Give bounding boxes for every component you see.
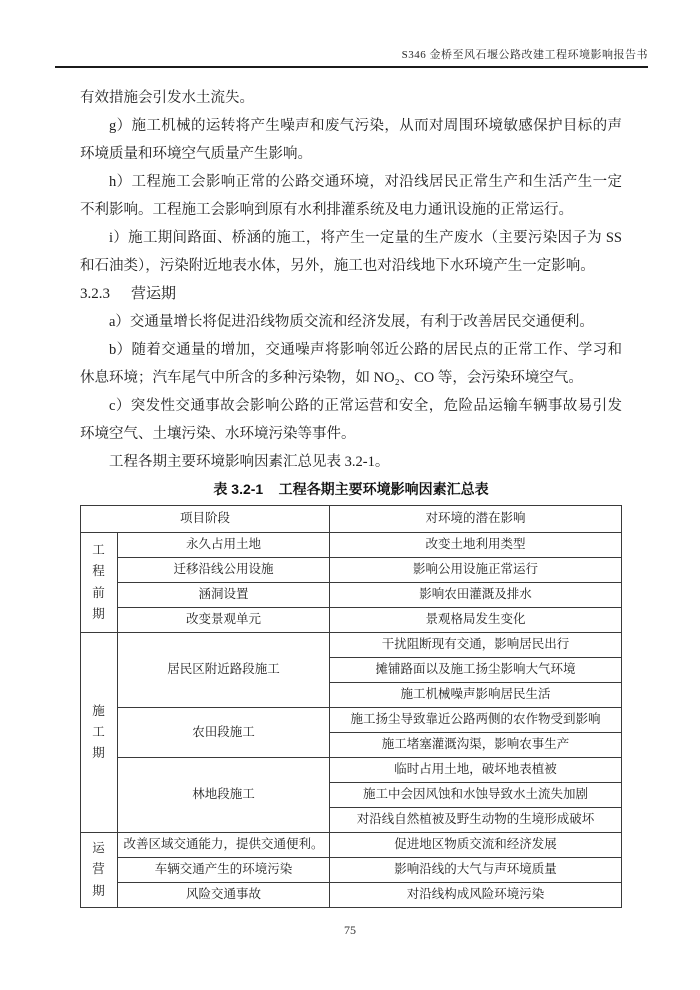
- column-header-potential-impact: 对环境的潜在影响: [330, 506, 622, 533]
- activity-cell: 涵洞设置: [118, 583, 330, 608]
- activity-cell: 永久占用土地: [118, 533, 330, 558]
- impact-cell: 促进地区物质交流和经济发展: [330, 833, 622, 858]
- page-header: [55, 46, 648, 68]
- table-row: [81, 583, 622, 608]
- activity-cell: 居民区附近路段施工: [118, 633, 330, 708]
- paragraph-table-reference: 工程各期主要环境影响因素汇总见表 3.2-1。: [109, 454, 390, 470]
- column-header-project-phase: 项目阶段: [81, 506, 330, 533]
- page-number: 75: [344, 923, 356, 937]
- activity-cell: 改变景观单元: [118, 608, 330, 633]
- impact-cell: 摊铺路面以及施工扬尘影响大气环境: [330, 658, 622, 683]
- paragraph-i: i）施工期间路面、桥涵的施工，将产生一定量的生产废水（主要污染因子为 SS 和石油类），污染附近地表水体，另外，施工也对沿线地下水环境产生一定影响。: [80, 230, 622, 274]
- page-footer: [0, 923, 700, 938]
- table-row: [81, 708, 622, 733]
- table-row: [81, 533, 622, 558]
- phase-cell: [81, 633, 118, 833]
- paragraph-h: h）工程施工会影响正常的公路交通环境，对沿线居民正常生产和生活产生一定不利影响。工程施工会影响到原有水利排灌系统及电力通讯设施的正常运行。: [80, 174, 622, 218]
- document-body: [80, 84, 622, 908]
- table-row: [81, 608, 622, 633]
- activity-cell: 农田段施工: [118, 708, 330, 758]
- impact-cell: 临时占用土地，破坏地表植被: [330, 758, 622, 783]
- phase-cell: [81, 833, 118, 908]
- impact-cell: 对沿线构成风险环境污染: [330, 883, 622, 908]
- phase-cell: [81, 533, 118, 633]
- phase-label: 运营期: [92, 841, 106, 898]
- paragraph-g: g）施工机械的运转将产生噪声和废气污染，从而对周围环境敏感保护目标的声环境质量和环境空气质量产生影响。: [80, 118, 622, 162]
- table-row: [81, 558, 622, 583]
- report-title: S346 金桥至风石堰公路改建工程环境影响报告书: [401, 49, 648, 61]
- impact-cell: 施工机械噪声影响居民生活: [330, 683, 622, 708]
- activity-cell: 风险交通事故: [118, 883, 330, 908]
- paragraph-continuation: 有效措施会引发水土流失。: [80, 90, 254, 106]
- impact-cell: 施工中会因风蚀和水蚀导致水土流失加剧: [330, 783, 622, 808]
- impact-cell: 影响公用设施正常运行: [330, 558, 622, 583]
- activity-cell: 迁移沿线公用设施: [118, 558, 330, 583]
- table-row: [81, 833, 622, 858]
- phase-label: 工程前期: [92, 543, 106, 621]
- paragraph-a: a）交通量增长将促进沿线物质交流和经济发展，有利于改善居民交通便利。: [109, 314, 594, 330]
- impact-cell: 影响沿线的大气与声环境质量: [330, 858, 622, 883]
- table-caption-title: 工程各期主要环境影响因素汇总表: [278, 481, 489, 497]
- impact-cell: 对沿线自然植被及野生动物的生境形成破坏: [330, 808, 622, 833]
- impact-cell: 干扰阻断现有交通，影响居民出行: [330, 633, 622, 658]
- table-caption-label: 表 3.2-1: [213, 481, 264, 497]
- section-title: 营运期: [131, 286, 177, 302]
- impact-cell: 改变土地利用类型: [330, 533, 622, 558]
- table-caption: [80, 479, 622, 499]
- activity-cell: 改善区域交通能力，提供交通便利。: [118, 833, 330, 858]
- table-row: [81, 758, 622, 783]
- section-number: 3.2.3: [80, 286, 110, 302]
- paragraph-c: c）突发性交通事故会影响公路的正常运营和安全，危险品运输车辆事故易引发环境空气、土壤污染、水环境污染等事件。: [80, 398, 622, 442]
- section-heading: [80, 280, 622, 308]
- table-header-row: [81, 506, 622, 533]
- table-row: [81, 883, 622, 908]
- activity-cell: 林地段施工: [118, 758, 330, 833]
- table-row: [81, 858, 622, 883]
- impact-cell: 施工堵塞灌溉沟渠，影响农事生产: [330, 733, 622, 758]
- impact-table: [80, 505, 622, 908]
- table-row: [81, 633, 622, 658]
- phase-label: 施工期: [92, 703, 106, 761]
- impact-cell: 施工扬尘导致靠近公路两侧的农作物受到影响: [330, 708, 622, 733]
- activity-cell: 车辆交通产生的环境污染: [118, 858, 330, 883]
- impact-cell: 影响农田灌溉及排水: [330, 583, 622, 608]
- paragraph-b: b）随着交通量的增加，交通噪声将影响邻近公路的居民点的正常工作、学习和休息环境；汽车尾气中所含的多种污染物，如 NO₂、CO 等，会污染环境空气。: [80, 342, 622, 386]
- impact-table-body: [81, 533, 622, 908]
- impact-cell: 景观格局发生变化: [330, 608, 622, 633]
